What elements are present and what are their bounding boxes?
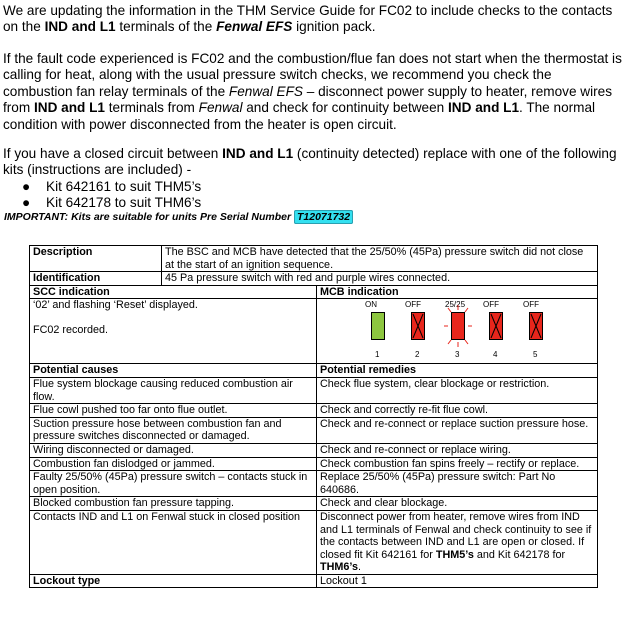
cause-cell: Suction pressure hose between combustion fan and pressure switches disconnected or damaged.: [30, 417, 317, 443]
table-row: [30, 404, 598, 418]
serial-number-highlight: T12071732: [294, 210, 353, 224]
text: and check for continuity between: [242, 100, 449, 116]
table-row: [30, 574, 598, 588]
identification-label: Identification: [30, 272, 162, 286]
remedy-cell: Check and re-connect or replace suction pressure hose.: [317, 417, 598, 443]
table-row: [30, 285, 598, 299]
text: (continuity detected) replace with one of the following kits (instructions are included) -: [3, 146, 617, 178]
remedy-cell: Check and clear blockage.: [317, 497, 598, 511]
cause-cell: Faulty 25/50% (45Pa) pressure switch – contacts stuck in open position.: [30, 471, 317, 497]
led-label: OFF: [523, 300, 539, 310]
text: . The normal condition with power disconnected from the heater is open circuit.: [3, 100, 596, 132]
cause-cell: Blocked combustion fan pressure tapping.: [30, 497, 317, 511]
text: terminals of the: [115, 19, 217, 35]
table-row: [30, 471, 598, 497]
list-item: [3, 179, 201, 195]
remedy-cell: [317, 510, 598, 574]
remedy-cell: Check and correctly re-fit flue cowl.: [317, 404, 598, 418]
kit-text: Kit 642161 to suit THM5’s: [46, 179, 202, 194]
text-italic: Fenwal EFS: [228, 83, 303, 99]
bullet-icon: ●: [22, 195, 31, 211]
text: – disconnect power supply to heater, remove wires from: [3, 83, 613, 116]
table-row: [30, 417, 598, 443]
led-label: OFF: [483, 300, 499, 310]
table-row: [30, 377, 598, 403]
table-row: [30, 272, 598, 286]
text: If you have a closed circuit between: [3, 146, 223, 161]
led-label: OFF: [405, 300, 421, 310]
text: Disconnect power from heater, remove wires from IND and L1 terminals of Fenwal and check continuity to see if the contacts between IND and L1 are open or closed. If closed fit Kit 642161 for: [320, 510, 592, 561]
led-panel: [317, 299, 597, 363]
lockout-value: Lockout 1: [317, 574, 598, 588]
list-item: [3, 195, 201, 211]
bullet-icon: ●: [22, 179, 31, 194]
led-number: 1: [375, 350, 380, 360]
text: If the fault code experienced is FC02 and the combustion/flue fan does not start when the thermostat is calling for heat, along with the usual pressure switch checks, we recommend you check the combustion fan relay terminals of the: [3, 51, 622, 99]
text-bold: IND and L1: [33, 100, 105, 116]
important-text: IMPORTANT: Kits are suitable for units Pre Serial Number: [4, 211, 294, 223]
led-number: 3: [455, 350, 460, 360]
text: We are updating the information in the THM Service Guide for FC02 to include checks to the contacts on the: [3, 3, 613, 35]
intro-paragraph-3: [3, 146, 623, 179]
table-row: [30, 364, 598, 378]
mcb-label: MCB indication: [317, 285, 598, 299]
led-off-icon: [411, 312, 425, 340]
scc-line-1: ‘02’ and flashing ‘Reset’ displayed.: [33, 299, 198, 312]
mcb-cell: [317, 299, 598, 364]
intro-paragraph-2: [3, 51, 623, 133]
text-italic: Fenwal: [198, 100, 243, 116]
text-bold: THM6’s: [320, 561, 358, 574]
scc-line-2: FC02 recorded.: [33, 323, 109, 336]
remedy-cell: Replace 25/50% (45Pa) pressure switch: Part No 640686.: [317, 471, 598, 497]
table-row: [30, 510, 598, 574]
cause-cell: Combustion fan dislodged or jammed.: [30, 457, 317, 471]
text-bold-italic: Fenwal EFS: [216, 19, 293, 35]
led-label: ON: [365, 300, 377, 310]
remedies-label: Potential remedies: [317, 364, 598, 378]
causes-label: Potential causes: [30, 364, 317, 378]
remedy-cell: Check combustion fan spins freely – rectify or replace.: [317, 457, 598, 471]
table-row: [30, 443, 598, 457]
text: and Kit 642178 for: [473, 548, 566, 561]
table-row: [30, 299, 598, 364]
text-bold: IND and L1: [448, 100, 520, 116]
text: .: [358, 561, 361, 574]
table-row: [30, 457, 598, 471]
led-on-icon: [371, 312, 385, 340]
flash-rays-icon: [444, 305, 472, 347]
kit-list: [3, 179, 201, 212]
identification-text: 45 Pa pressure switch with red and purple wires connected.: [162, 272, 598, 286]
led-number: 5: [533, 350, 538, 360]
remedy-cell: Check and re-connect or replace wiring.: [317, 443, 598, 457]
description-label: Description: [30, 246, 162, 272]
text: terminals from: [104, 100, 199, 116]
scc-label: SCC indication: [30, 285, 317, 299]
led-off-icon: [529, 312, 543, 340]
cause-cell: Contacts IND and L1 on Fenwal stuck in closed position: [30, 510, 317, 574]
scc-cell: [30, 299, 317, 364]
important-note: [4, 211, 353, 223]
kit-text: Kit 642178 to suit THM6’s: [46, 195, 202, 211]
led-off-icon: [489, 312, 503, 340]
led-number: 2: [415, 350, 420, 360]
table-row: [30, 246, 598, 272]
cause-cell: Flue system blockage causing reduced combustion air flow.: [30, 377, 317, 403]
fault-table: [29, 245, 598, 588]
intro-paragraph-1: [3, 3, 623, 36]
cause-cell: Flue cowl pushed too far onto flue outlet.: [30, 404, 317, 418]
led-label: 25/25: [445, 300, 466, 310]
text-bold: IND and L1: [222, 146, 294, 161]
lockout-label: Lockout type: [30, 574, 317, 588]
remedy-cell: Check flue system, clear blockage or restriction.: [317, 377, 598, 403]
description-text: The BSC and MCB have detected that the 25/50% (45Pa) pressure switch did not close at the start of an ignition sequence.: [162, 246, 598, 272]
led-number: 4: [493, 350, 498, 360]
text-bold: IND and L1: [44, 19, 116, 35]
cause-cell: Wiring disconnected or damaged.: [30, 443, 317, 457]
text: ignition pack.: [292, 19, 376, 35]
table-row: [30, 497, 598, 511]
text-bold: THM5’s: [435, 548, 474, 561]
